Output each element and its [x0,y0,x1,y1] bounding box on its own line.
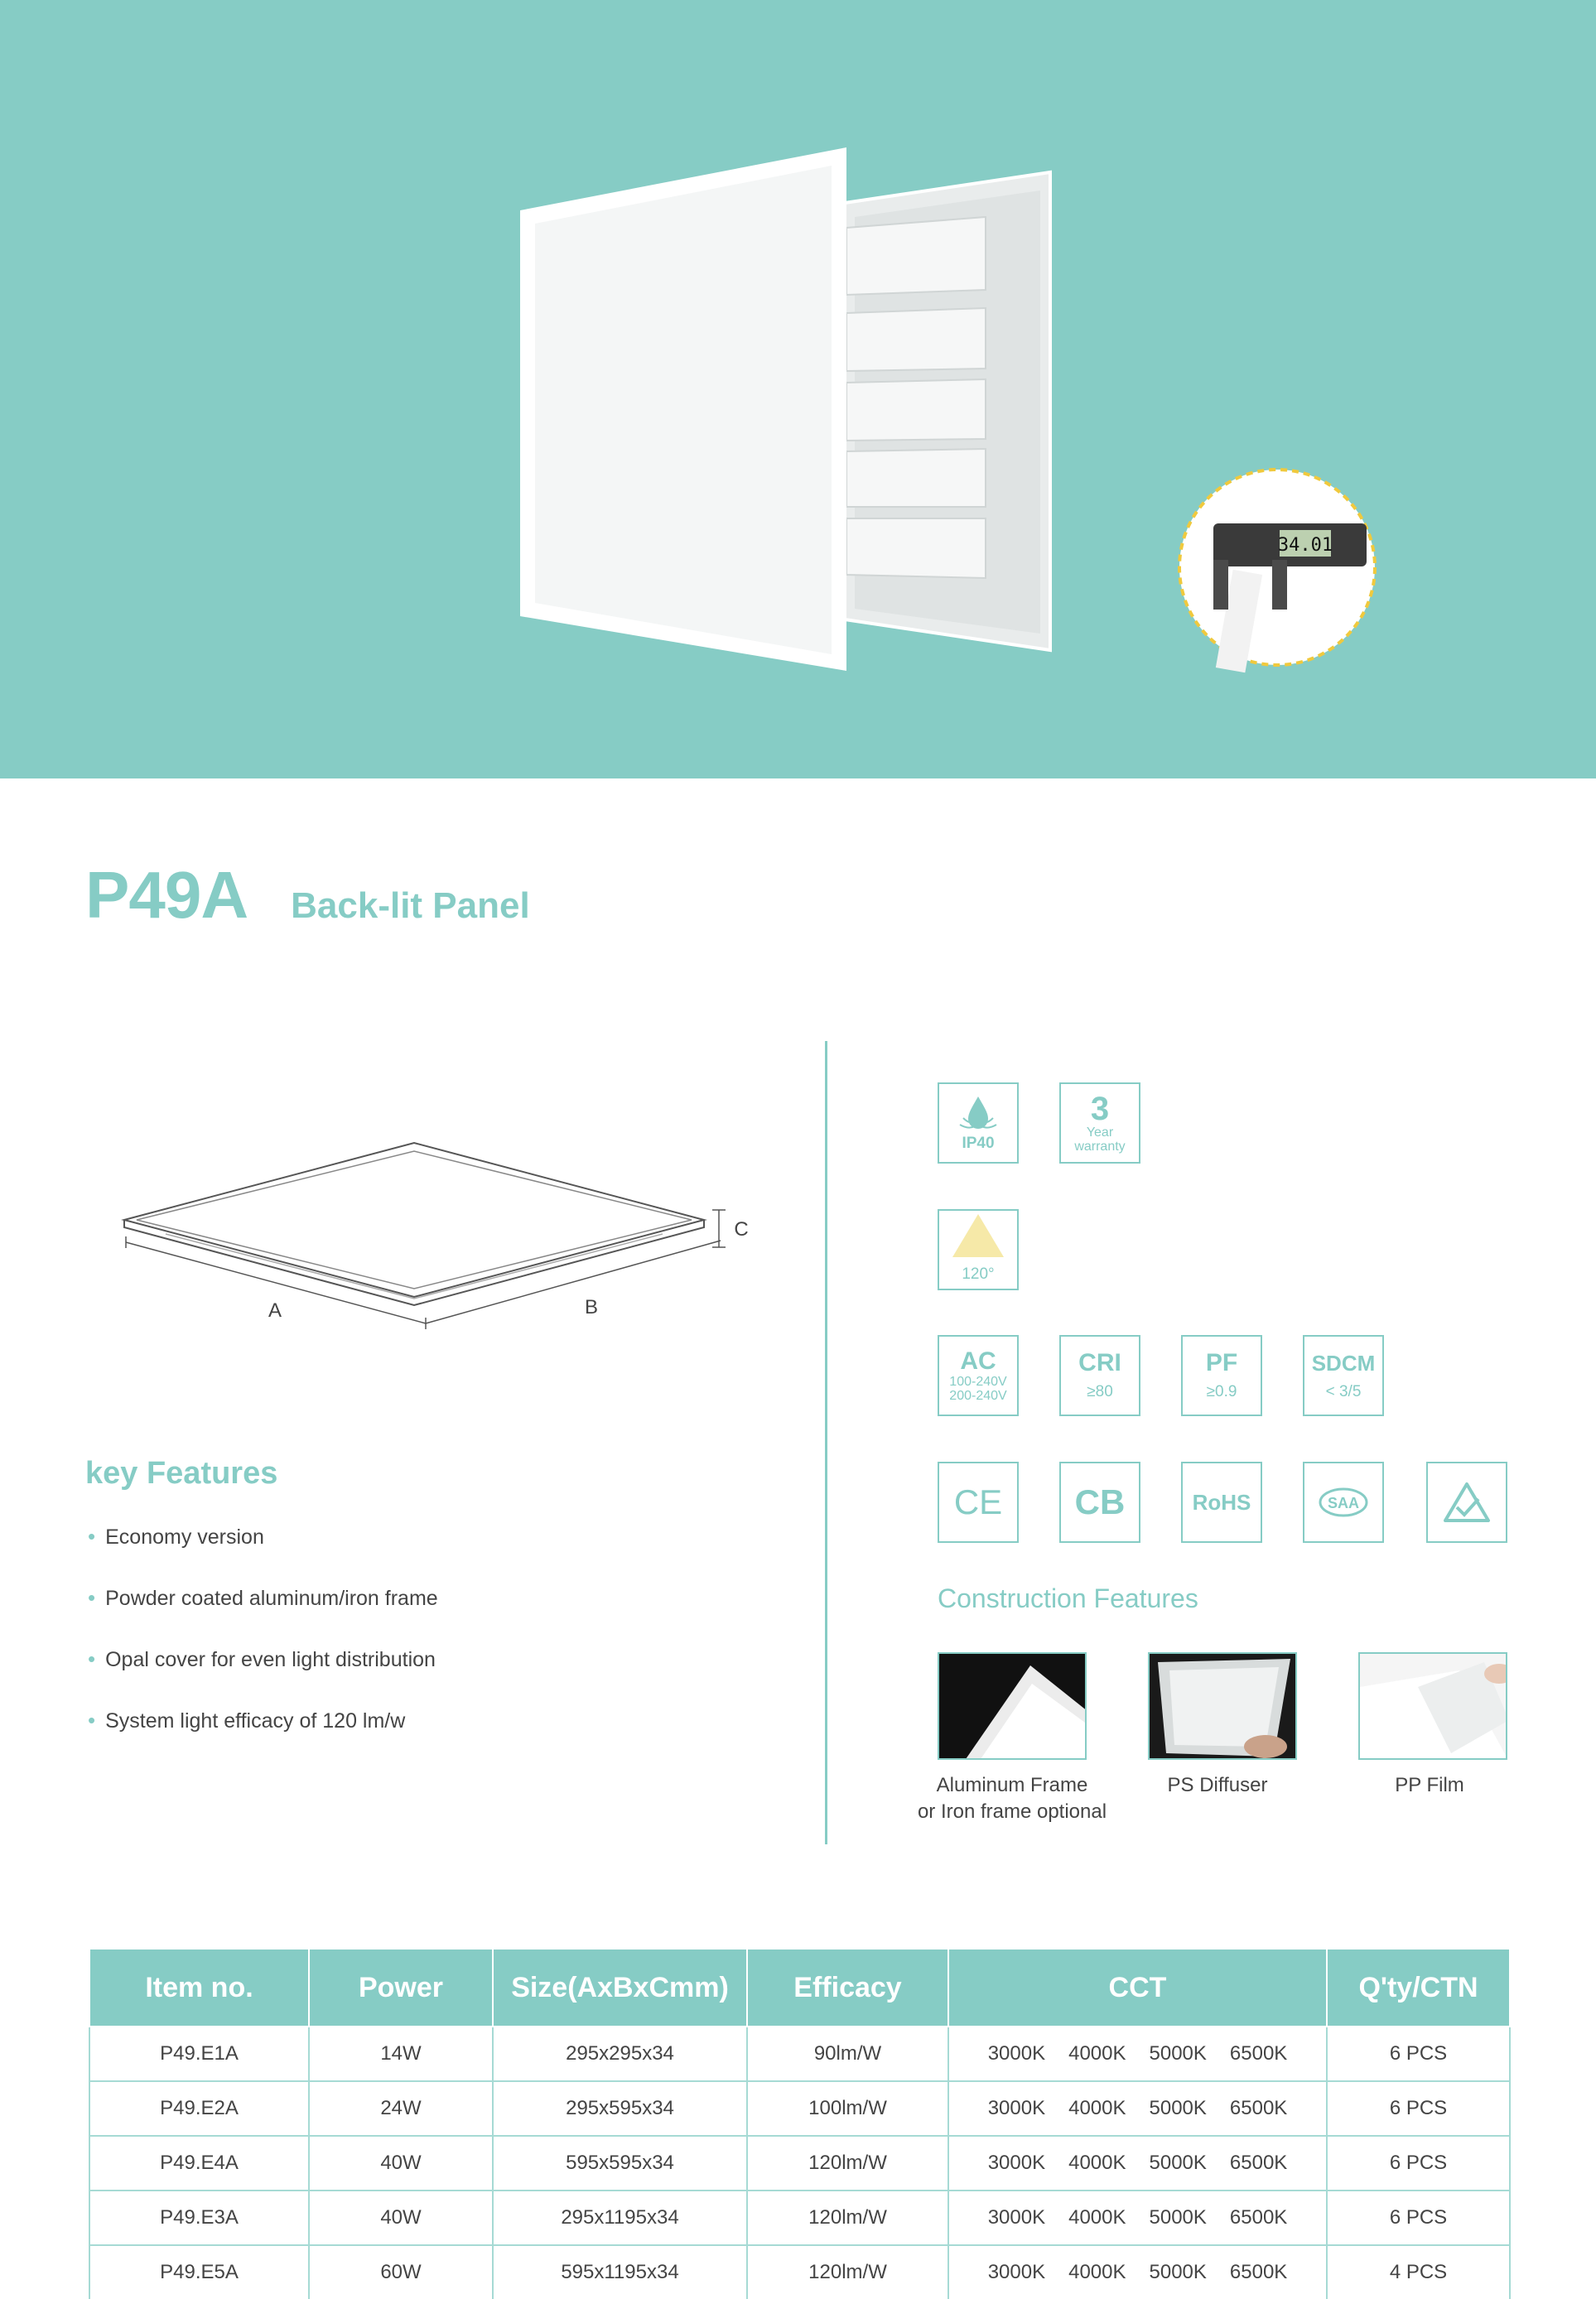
ce-icon: CE [953,1482,1003,1521]
bullet-icon: • [88,1585,96,1610]
feature-item: • Economy version [88,1524,264,1549]
column-header: Efficacy [747,1949,948,2027]
key-features-list [88,1525,438,1771]
construction-label: PP Film [1395,1774,1464,1796]
bullet-icon: • [88,1646,96,1671]
feature-item: • System light efficacy of 120 lm/w [88,1708,406,1733]
product-type: Back-lit Panel [291,885,530,926]
rohs-icon: RoHS [1192,1490,1251,1515]
product-image [0,0,1596,778]
table-row: P49.E2A 24W 295x595x34 100lm/W 3000K 4000K 5000K 6500K 6 PCS [89,2081,1510,2136]
specification-table [89,1948,1511,2299]
rcm-tick-icon [1442,1481,1492,1524]
light-beam-icon [949,1214,1007,1257]
water-drop-icon [957,1093,1000,1135]
aluminum-frame-image [938,1652,1087,1760]
dimension-label-b: B [584,1296,599,1318]
ip-rating-badge: IP40 [938,1082,1019,1164]
ac-voltage-badge: AC 100-240V 200-240V [938,1335,1019,1416]
column-header: Size(AxBxCmm) [493,1949,747,2027]
svg-text:SAA: SAA [1327,1495,1360,1511]
cri-badge: CRI ≥80 [1059,1335,1140,1416]
pf-badge: PF ≥0.9 [1181,1335,1262,1416]
column-header: Power [309,1949,493,2027]
key-features-title: key Features [85,1456,278,1491]
sdcm-badge: SDCM < 3/5 [1303,1335,1384,1416]
ps-diffuser-image [1148,1652,1297,1760]
saa-cert-badge [1303,1462,1384,1543]
table-header-row [89,1949,1510,2027]
construction-label: PS Diffuser [1167,1774,1268,1796]
product-heading [85,857,530,933]
rohs-cert-badge [1181,1462,1262,1543]
construction-label: Aluminum Frame or Iron frame optional [917,1774,1107,1823]
model-number: P49A [85,858,248,932]
feature-item: • Opal cover for even light distribution [88,1646,436,1671]
column-header: Q'ty/CTN [1327,1949,1510,2027]
feature-item: • Powder coated aluminum/iron frame [88,1585,438,1610]
table-row: P49.E3A 40W 295x1195x34 120lm/W 3000K 4000K 5000K 6500K 6 PCS [89,2191,1510,2245]
column-header: Item no. [89,1949,309,2027]
beam-angle-badge: 120° [938,1209,1019,1290]
dimension-label-a: A [268,1299,282,1322]
dimension-drawing [108,1126,770,1350]
hero-banner [0,0,1596,778]
dimension-label-c: C [734,1218,749,1241]
construction-features-title: Construction Features [938,1583,1198,1613]
caliper-reading: 34.01 [1277,535,1333,556]
pp-film-image [1358,1652,1507,1760]
cb-icon: CB [1074,1482,1126,1521]
table-row: P49.E5A 60W 595x1195x34 120lm/W 3000K 4000K 5000K 6500K 4 PCS [89,2245,1510,2299]
warranty-badge: 3 Year warranty [1059,1082,1140,1164]
rcm-cert-badge [1426,1462,1507,1543]
saa-icon [1316,1482,1371,1522]
cb-cert-badge [1059,1462,1140,1543]
column-header: CCT [948,1949,1327,2027]
table-row: P49.E4A 40W 595x595x34 120lm/W 3000K 4000K 5000K 6500K 6 PCS [89,2136,1510,2191]
bullet-icon: • [88,1708,96,1733]
table-row: P49.E1A 14W 295x295x34 90lm/W 3000K 4000K 5000K 6500K 6 PCS [89,2027,1510,2081]
bullet-icon: • [88,1524,96,1549]
ce-cert-badge [938,1462,1019,1543]
vertical-divider [825,1041,827,1844]
